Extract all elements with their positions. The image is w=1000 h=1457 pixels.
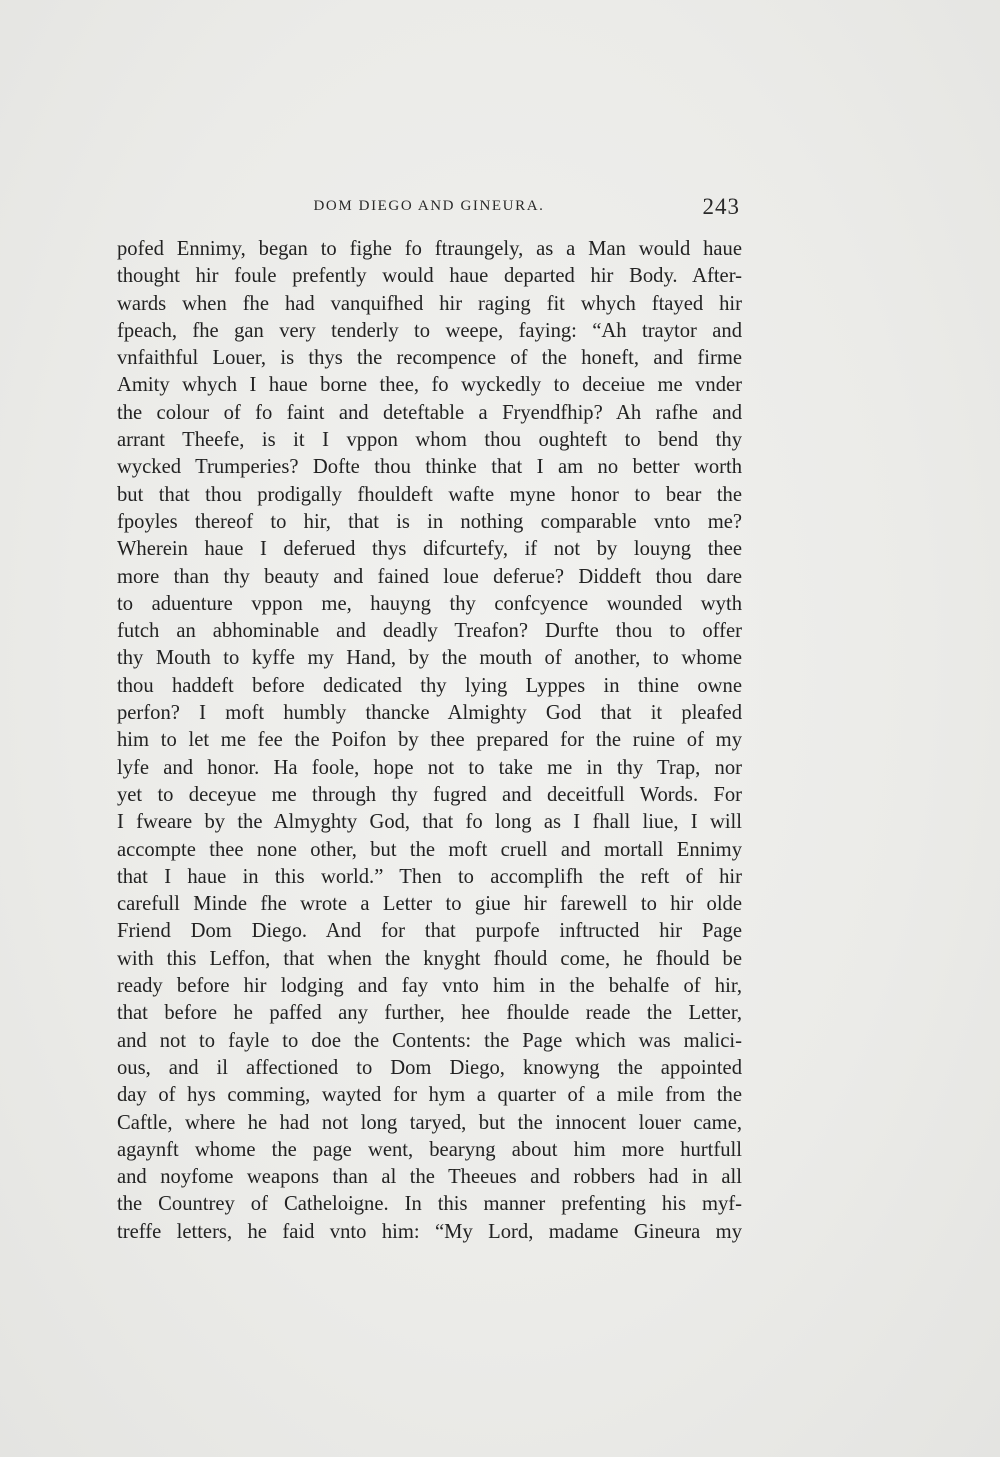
text-line: thou haddeft before dedicated thy lying Lyppes in thine owne: [117, 674, 742, 697]
text-line: with this Leffon, that when the knyght fhould come, he fhould be: [117, 947, 742, 970]
text-line: pofed Ennimy, began to fighe fo ftraungely, as a Man would haue: [117, 238, 742, 260]
text-line: wycked Trumperies? Dofte thou thinke that I am no better worth: [117, 456, 742, 479]
text-line: Wherein haue I deferued thys difcurtefy, if not by louyng thee: [117, 538, 742, 561]
text-line: fpeach, fhe gan very tenderly to weepe, faying: “Ah traytor and: [117, 319, 742, 342]
text-line: thought hir foule prefently would haue departed hir Body. After-: [117, 265, 742, 288]
text-line: lyfe and honor. Ha foole, hope not to take me in thy Trap, nor: [117, 756, 742, 779]
text-line: the Countrey of Catheloigne. In this manner prefenting his myf-: [117, 1193, 742, 1216]
text-line: that I haue in this world.” Then to accomplifh the reft of hir: [117, 865, 742, 888]
text-line: fpoyles thereof to hir, that is in nothing comparable vnto me?: [117, 510, 742, 533]
text-line: yet to deceyue me through thy fugred and deceitfull Words. For: [117, 783, 742, 806]
text-line: arrant Theefe, is it I vppon whom thou oughteft to bend thy: [117, 429, 742, 452]
text-line: the colour of fo faint and deteftable a Fryendfhip? Ah rafhe and: [117, 401, 742, 424]
page-number: 243: [702, 194, 740, 219]
text-line: but that thou prodigally fhouldeft wafte myne honor to bear the: [117, 483, 742, 506]
text-line: perfon? I moft humbly thancke Almighty God that it pleafed: [117, 702, 742, 725]
text-line: agaynft whome the page went, bearyng about him more hurtfull: [117, 1138, 742, 1161]
text-line: Amity whych I haue borne thee, fo wyckedly to deceiue me vnder: [117, 374, 742, 397]
text-line: and noyfome weapons than al the Theeues and robbers had in all: [117, 1166, 742, 1189]
running-title: DOM DIEGO AND GINEURA.: [313, 198, 545, 214]
text-line: ready before hir lodging and fay vnto him in the behalfe of hir,: [117, 975, 742, 998]
text-line: him to let me fee the Poifon by thee prepared for the ruine of my: [117, 729, 742, 752]
text-line: wards when fhe had vanquifhed hir raging fit whych ftayed hir: [117, 292, 742, 315]
text-line: futch an abhominable and deadly Treafon? Durfte thou to offer: [117, 620, 742, 643]
text-line: Caftle, where he had not long taryed, but the innocent louer came,: [117, 1111, 742, 1134]
text-line: I fweare by the Almyghty God, that fo long as I fhall liue, I will: [117, 811, 742, 834]
text-line: vnfaithful Louer, is thys the recompence of the honeft, and firme: [117, 347, 742, 370]
text-line: thy Mouth to kyffe my Hand, by the mouth of another, to whome: [117, 647, 742, 670]
text-line: more than thy beauty and fained loue deferue? Diddeft thou dare: [117, 565, 742, 588]
running-header: [118, 196, 740, 226]
text-line: and not to fayle to doe the Contents: the Page which was malici-: [117, 1029, 742, 1052]
text-line: to aduenture vppon me, hauyng thy confcyence wounded wyth: [117, 592, 742, 615]
text-line: ous, and il affectioned to Dom Diego, knowyng the appointed: [117, 1056, 742, 1079]
text-line: that before he paffed any further, hee fhoulde reade the Letter,: [117, 1002, 742, 1025]
body-text: [117, 236, 742, 1246]
text-line: treffe letters, he faid vnto him: “My Lord, madame Gineura my: [117, 1220, 742, 1243]
text-line: accompte thee none other, but the moft cruell and mortall Ennimy: [117, 838, 742, 861]
text-line: day of hys comming, wayted for hym a quarter of a mile from the: [117, 1084, 742, 1107]
text-line: Friend Dom Diego. And for that purpofe inftructed hir Page: [117, 920, 742, 943]
text-line: carefull Minde fhe wrote a Letter to giue hir farewell to hir olde: [117, 893, 742, 916]
